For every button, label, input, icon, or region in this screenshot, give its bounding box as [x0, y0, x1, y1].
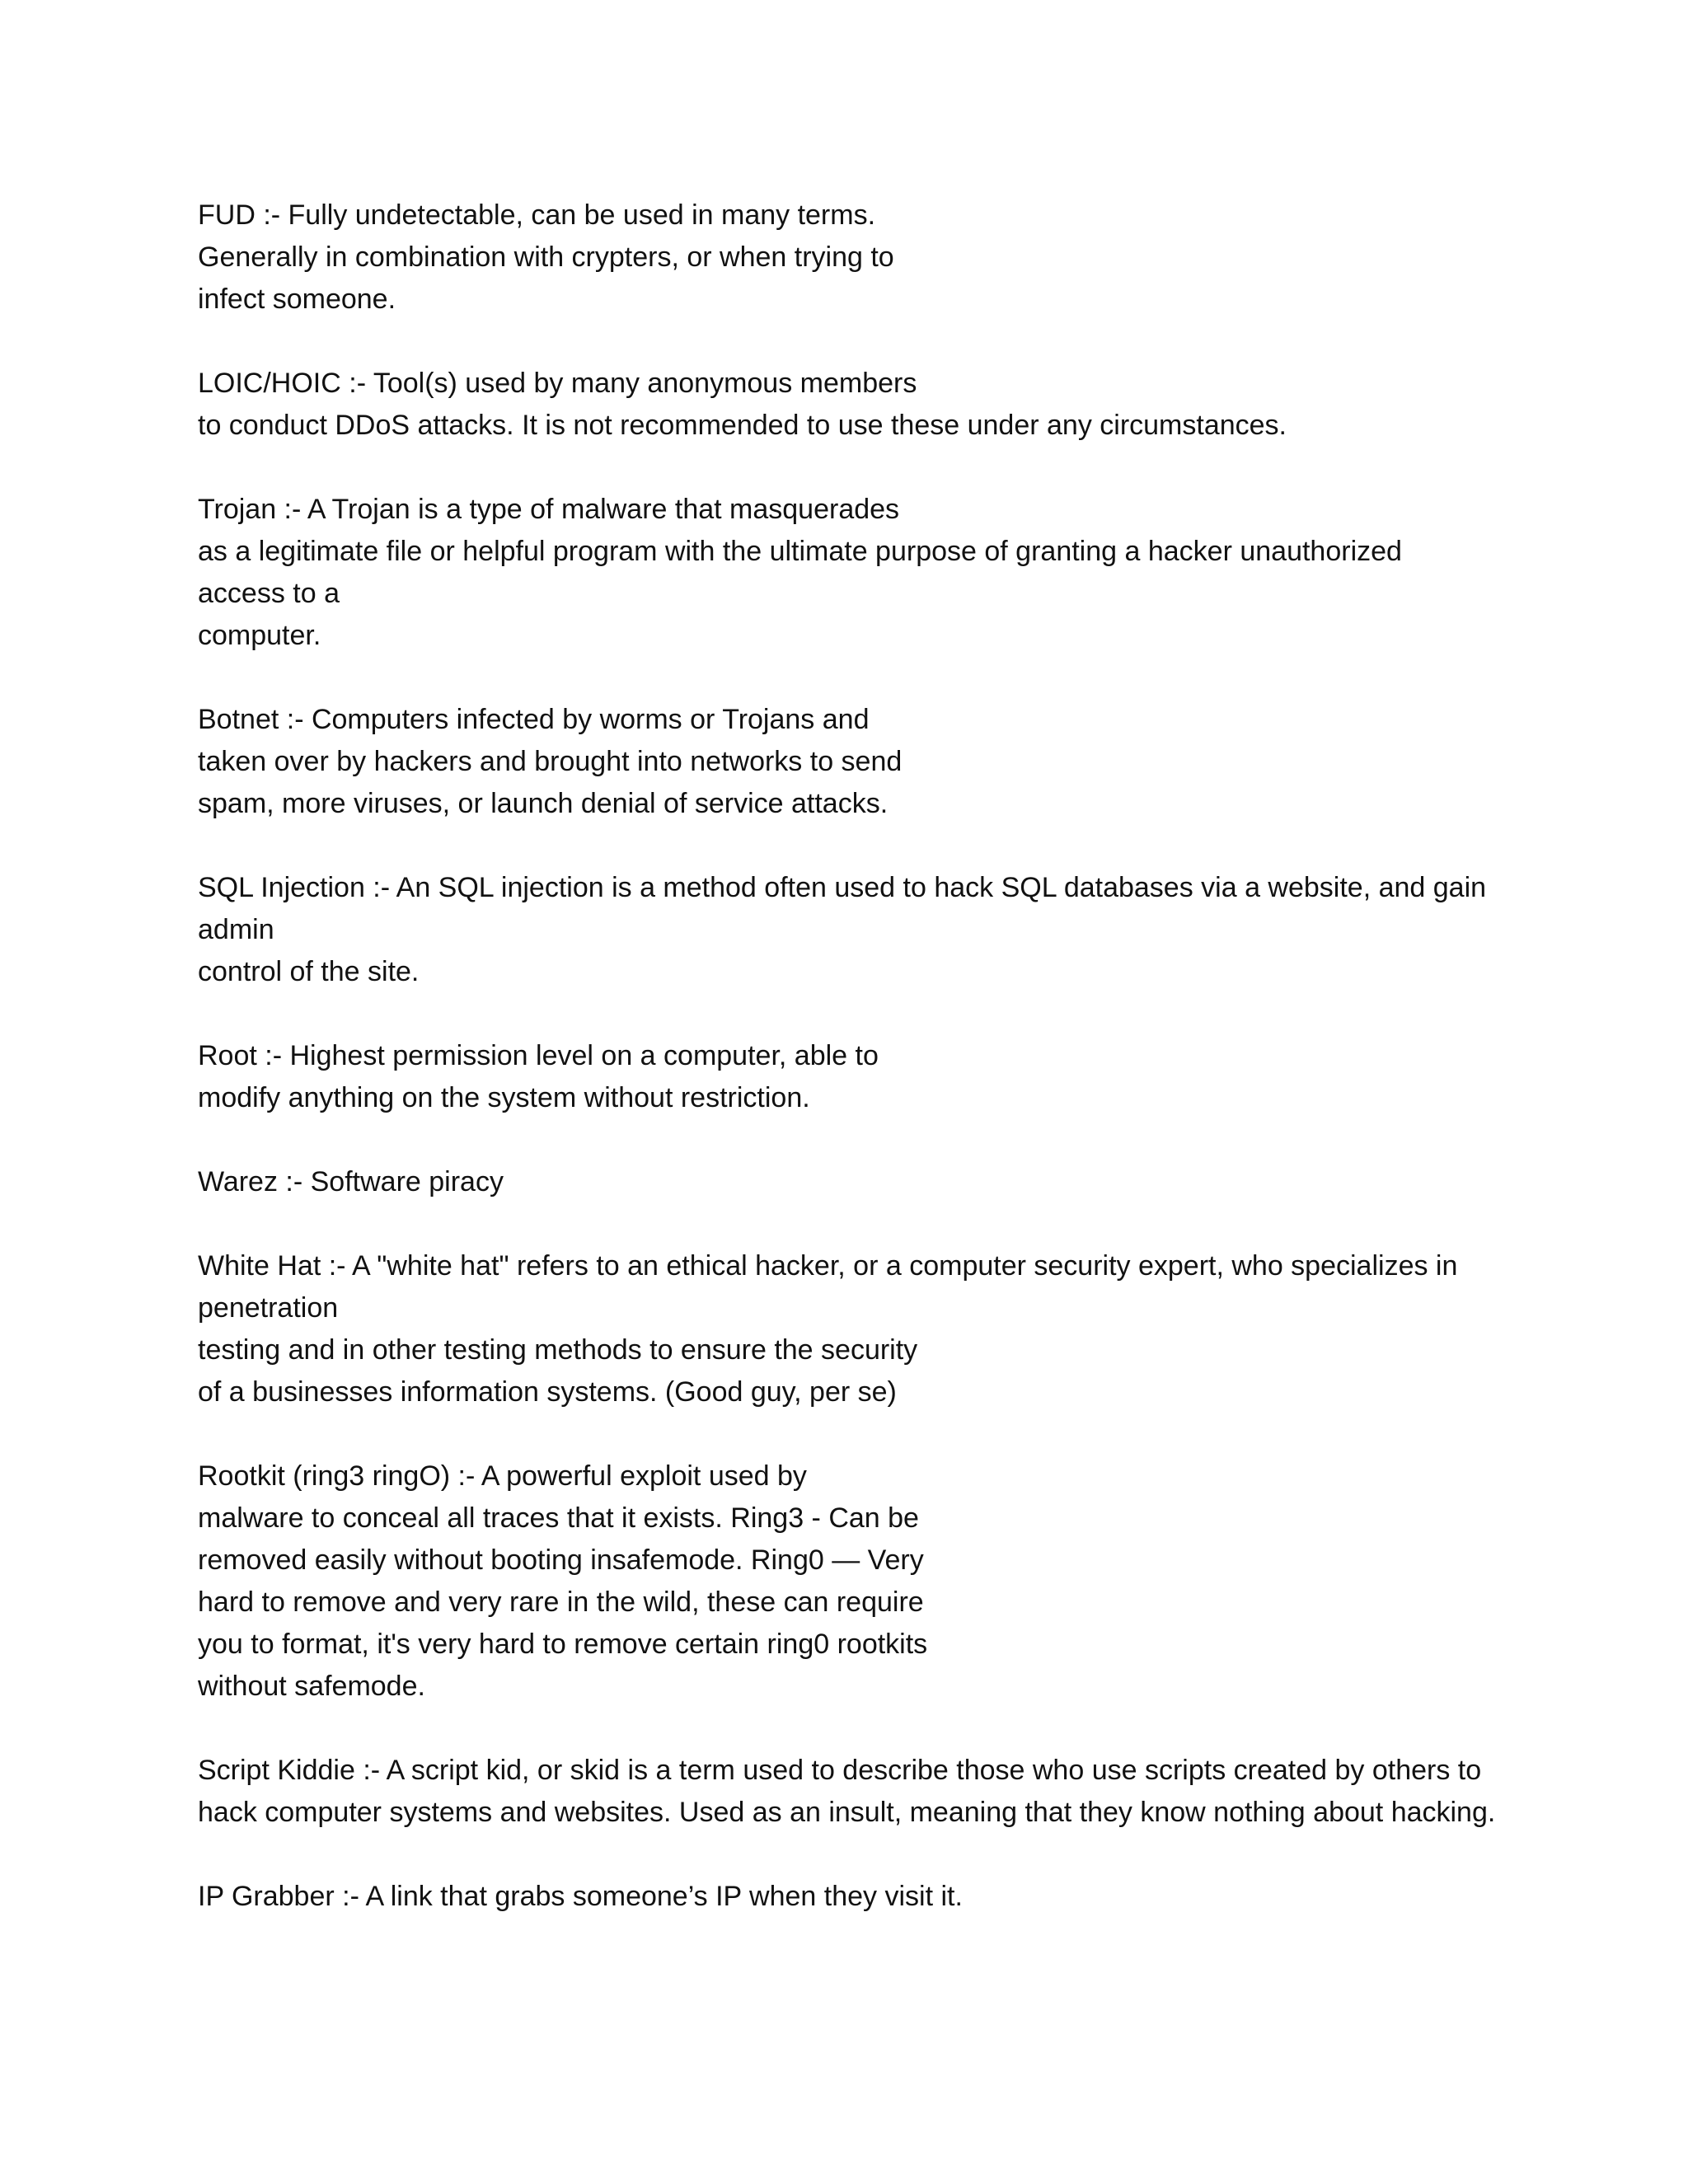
entry-root	[198, 1035, 1533, 1119]
glossary-entries	[198, 194, 1533, 1960]
entry-trojan	[198, 489, 1533, 657]
entry-line: Script Kiddie :- A script kid, or skid is a term used to describe those who use scripts created by others to	[198, 1755, 1482, 1786]
entry-line: as a legitimate file or helpful program with the ultimate purpose of granting a hacker unauthorized	[198, 536, 1402, 567]
entry-line: taken over by hackers and brought into networks to send	[198, 746, 903, 777]
entry-line: IP Grabber :- A link that grabs someone’s IP when they visit it.	[198, 1881, 963, 1912]
entry-line: malware to conceal all traces that it exists. Ring3 - Can be	[198, 1502, 919, 1534]
entry-sql-injection	[198, 867, 1533, 993]
entry-line: infect someone.	[198, 284, 396, 315]
entry-line: Warez :- Software piracy	[198, 1166, 504, 1197]
entry-line: hard to remove and very rare in the wild, these can require	[198, 1586, 924, 1618]
entry-line: admin	[198, 914, 274, 945]
entry-line: Generally in combination with crypters, or when trying to	[198, 241, 894, 273]
entry-fud	[198, 194, 1533, 321]
entry-line: control of the site.	[198, 956, 420, 987]
entry-line: spam, more viruses, or launch denial of service attacks.	[198, 788, 889, 819]
entry-botnet	[198, 699, 1533, 825]
entry-line: Root :- Highest permission level on a computer, able to	[198, 1040, 879, 1071]
entry-line: you to format, it's very hard to remove certain ring0 rootkits	[198, 1629, 928, 1660]
entry-line: modify anything on the system without restriction.	[198, 1082, 810, 1113]
entry-rootkit	[198, 1455, 1533, 1708]
entry-warez	[198, 1161, 1533, 1203]
entry-line: hack computer systems and websites. Used as an insult, meaning that they know nothing about hacking.	[198, 1797, 1496, 1828]
entry-line: of a businesses information systems. (Good guy, per se)	[198, 1376, 897, 1408]
entry-line: LOIC/HOIC :- Tool(s) used by many anonymous members	[198, 368, 917, 399]
entry-line: SQL Injection :- An SQL injection is a method often used to hack SQL databases via a website, and gain	[198, 872, 1487, 903]
entry-line: FUD :- Fully undetectable, can be used in many terms.	[198, 199, 876, 231]
entry-loic-hoic	[198, 363, 1533, 447]
entry-line: penetration	[198, 1292, 339, 1324]
entry-line: White Hat :- A "white hat" refers to an ethical hacker, or a computer security expert, who specializes in	[198, 1250, 1458, 1282]
entry-line: removed easily without booting insafemode. Ring0 — Very	[198, 1544, 924, 1576]
entry-line: without safemode.	[198, 1671, 425, 1702]
entry-line: testing and in other testing methods to ensure the security	[198, 1334, 918, 1366]
entry-line: Rootkit (ring3 ringO) :- A powerful exploit used by	[198, 1460, 807, 1492]
entry-white-hat	[198, 1245, 1533, 1413]
entry-line: Trojan :- A Trojan is a type of malware that masquerades	[198, 494, 900, 525]
entry-ip-grabber	[198, 1876, 1533, 1918]
entry-line: to conduct DDoS attacks. It is not recommended to use these under any circumstances.	[198, 410, 1287, 441]
entry-line: computer.	[198, 620, 321, 651]
entry-script-kiddie	[198, 1750, 1533, 1834]
entry-line: Botnet :- Computers infected by worms or Trojans and	[198, 704, 870, 735]
entry-line: access to a	[198, 578, 340, 609]
